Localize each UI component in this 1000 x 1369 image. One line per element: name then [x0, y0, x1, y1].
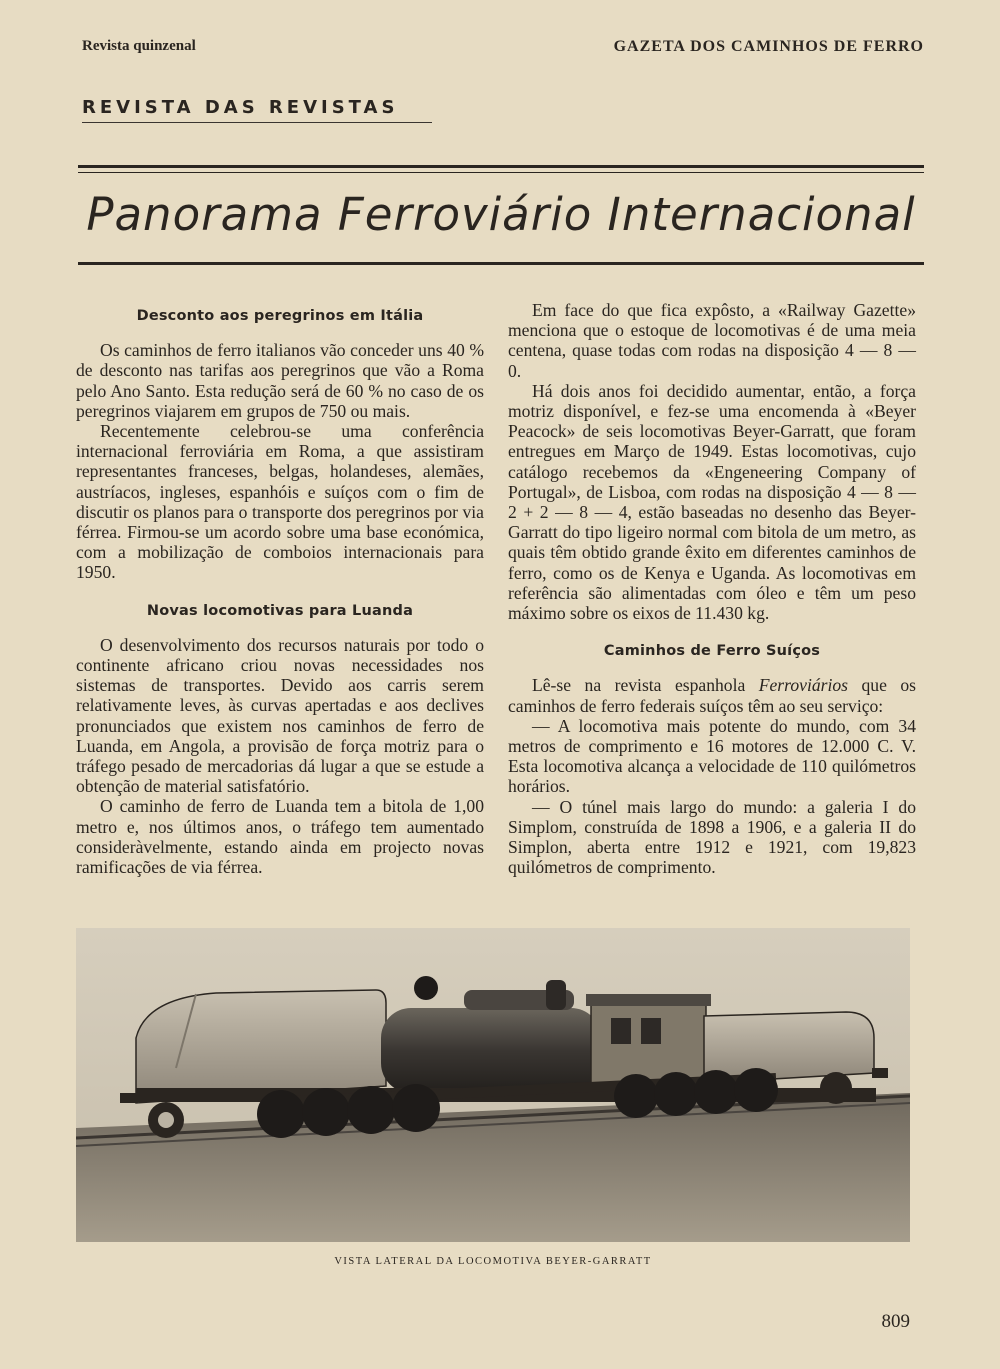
paragraph: — A locomotiva mais potente do mundo, com 34 metros de comprimento e 16 motores de 12.000 C. V. Esta locomotiva alcança a velocidade de 110 quilómetros horários. — [508, 715, 916, 797]
article-heading-luanda: Novas locomotivas para Luanda — [146, 602, 414, 619]
paragraph: Os caminhos de ferro italianos vão conceder uns 40 % de desconto nas tarifas aos peregrinos que vão a Roma pelo Ano Santo. Esta redução será de 60 % no caso de os peregrinos viajarem em grupos de 750 ou mais. — [76, 340, 484, 421]
title-rule-top — [78, 165, 924, 168]
paragraph: O desenvolvimento dos recursos naturais por todo o continente africano criou novas necessidades nos sistemas de transportes. Devido aos carris serem relativamente leves, às curvas apertadas e aos declives pronunciados que existem nos caminhos de ferro de Luanda, em Angola, a provisão de força motriz para o tráfego pesado de mercadorias dá lugar a que se estude a obtenção de material satisfatório. — [76, 634, 484, 797]
title-rule-top-thin — [78, 172, 924, 173]
intro-text-end: que os caminhos de ferro federais suíços têm ao seu serviço: — [508, 675, 916, 716]
article-heading-suicos: Caminhos de Ferro Suíços — [603, 643, 821, 660]
publication-name: Ferroviários — [758, 675, 849, 696]
paragraph: O caminho de ferro de Luanda tem a bitola de 1,00 metro e, nos últimos anos, o tráfego tem aumentado consideràvelmente, estando ainda em projecto novas ramificações de via férrea. — [76, 796, 484, 878]
paragraph: Recentemente celebrou-se uma conferência internacional ferroviária em Roma, a que assistiram representantes franceses, belgas, holandeses, alemães, austríacos, ingleses, espanhóis e suíços com o fim de discutir os planos para o transporte dos peregrinos por via férrea. Firmou-se um acordo sobre uma base económica, com a mobilização de comboios internacionais para 1950. — [76, 421, 484, 583]
intro-text: Lê-se na revista espanhola — [532, 675, 759, 696]
header-right: GAZETA DOS CAMINHOS DE FERRO — [613, 38, 924, 55]
paragraph: — O túnel mais largo do mundo: a galeria I do Simplom, construída de 1898 a 1906, e a galeria II do Simplon, aberta entre 1912 e 1921, com 19,823 quilómetros de comprimento. — [508, 796, 916, 878]
paragraph: Há dois anos foi decidido aumentar, então, a força motriz disponível, e fez-se uma encomenda à «Beyer Peacock» de seis locomotivas Beyer-Garratt, que foram entregues em Março de 1949. Estas locomotivas, cujo catálogo recebemos da «Engeneering Company of Portugal», de Lisboa, com rodas na disposição 4 — 8 — 2 + 2 — 8 — 4, estão baseadas no desenho das Beyer-Garratt do tipo ligeiro normal com bitola de um metro, as quais têm obtido grande êxito em diferentes caminhos de ferro, como os de Kenya e Uganda. As locomotivas em referência são alimentadas com óleo e têm um peso máximo sobre os eixos de 11.430 kg. — [508, 380, 916, 624]
locomotive-photo — [76, 928, 910, 1242]
locomotive-illustration — [76, 928, 910, 1242]
title-rule-bottom — [78, 262, 924, 265]
page-number: 809 — [881, 1311, 910, 1332]
header-left: Revista quinzenal — [82, 38, 196, 54]
paragraph — [508, 675, 916, 715]
paragraph: Em face do que fica expôsto, a «Railway Gazette» menciona que o estoque de locomotivas é de uma meia centena, quase todas com rodas na disposição 4 — 8 — 0. — [508, 300, 916, 381]
left-column — [76, 300, 484, 877]
main-title: Panorama Ferroviário Internacional — [86, 188, 916, 241]
photo-caption: VISTA LATERAL DA LOCOMOTIVA BEYER-GARRATT — [334, 1256, 652, 1267]
article-heading-italia: Desconto aos peregrinos em Itália — [136, 308, 424, 324]
right-column — [508, 300, 916, 877]
section-title: REVISTA DAS REVISTAS — [82, 97, 432, 123]
